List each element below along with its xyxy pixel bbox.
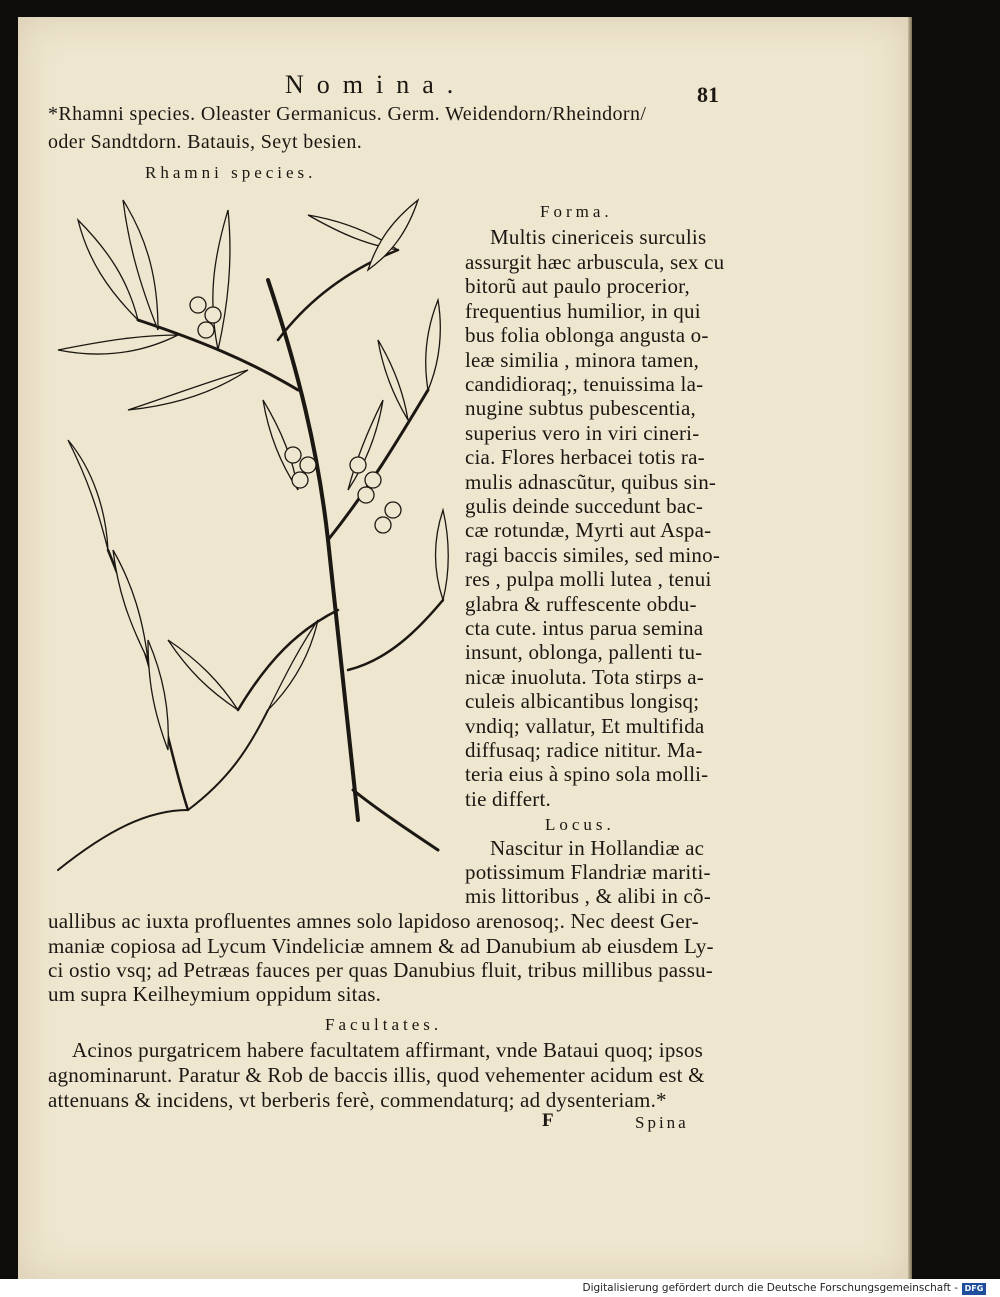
text-line: res , pulpa molli lutea , tenui [465, 567, 712, 591]
signature-mark: F [542, 1110, 554, 1131]
names-line: *Rhamni species. Oleaster Germanicus. Germ. Weidendorn/Rheindorn/ [48, 103, 647, 125]
text-line: tie differt. [465, 787, 551, 811]
woodcut-plant-illustration-icon [48, 190, 458, 880]
text-line: cæ rotundæ, Myrti aut Aspa- [465, 518, 712, 542]
text-line: assurgit hæc arbuscula, sex cu [465, 250, 725, 274]
page-edge [908, 17, 912, 1279]
text-line: culeis albicantibus longisq; [465, 689, 700, 713]
text-line: frequentius humilior, in qui [465, 299, 701, 323]
text-line: bus folia oblonga angusta o- [465, 323, 709, 347]
text-line: maniæ copiosa ad Lycum Vindeliciæ amnem & ad Danubium ab eiusdem Ly- [48, 934, 714, 958]
section-heading-locus: Locus. [545, 815, 615, 834]
text-line: um supra Keilheymium oppidum sitas. [48, 982, 382, 1006]
text-line: diffusaq; radice nititur. Ma- [465, 738, 703, 762]
text-line: glabra & ruffescente obdu- [465, 592, 697, 616]
section-heading-forma: Forma. [540, 202, 613, 221]
text-line: vndiq; vallatur, Et multifida [465, 714, 705, 738]
text-line: nugine subtus pubescentia, [465, 396, 696, 420]
text-line: uallibus ac iuxta profluentes amnes solo lapidoso arenosoq;. Nec deest Ger- [48, 909, 699, 933]
text-line: Acinos purgatricem habere facultatem affirmant, vnde Bataui quoq; ipsos [72, 1038, 703, 1062]
text-line: insunt, oblonga, pallenti tu- [465, 640, 703, 664]
section-heading-facultates: Facultates. [325, 1015, 443, 1034]
text-line: cta cute. intus parua semina [465, 616, 704, 640]
page-number: 81 [697, 82, 719, 107]
names-line: oder Sandtdorn. Batauis, Seyt besien. [48, 131, 363, 153]
credit-text: Digitalisierung gefördert durch die Deutsche Forschungsgemeinschaft - [582, 1282, 958, 1294]
text-line: ragi baccis similes, sed mino- [465, 543, 721, 567]
text-line: mis littoribus , & alibi in cõ- [465, 884, 711, 908]
illustration-caption: Rhamni species. [145, 163, 317, 182]
text-line: bitorũ aut paulo procerior, [465, 274, 690, 298]
text-line: potissimum Flandriæ mariti- [465, 860, 711, 884]
text-line: superius vero in viri cineri- [465, 421, 700, 445]
text-line: leæ similia , minora tamen, [465, 348, 700, 372]
text-line: Multis cinericeis surculis [490, 225, 707, 249]
text-line: nicæ inuoluta. Tota stirps a- [465, 665, 704, 689]
text-line: candidioraq;, tenuissima la- [465, 372, 704, 396]
running-header: Nomina. [285, 70, 467, 99]
text-line: Nascitur in Hollandiæ ac [490, 836, 705, 860]
text-line: attenuans & incidens, vt berberis ferè, commendaturq; ad dysenteriam.* [48, 1088, 667, 1112]
text-line: teria eius à spino sola molli- [465, 762, 709, 786]
dfg-logo-icon[interactable]: DFG [962, 1283, 986, 1295]
catchword: Spina [635, 1113, 689, 1132]
text-line: ci ostio vsq; ad Petræas fauces per quas Danubius fluit, tribus millibus passu- [48, 958, 713, 982]
text-line: gulis deinde succedunt bac- [465, 494, 704, 518]
text-line: cia. Flores herbacei totis ra- [465, 445, 705, 469]
text-line: mulis adnascũtur, quibus sin- [465, 470, 717, 494]
text-line: agnominarunt. Paratur & Rob de baccis illis, quod vehementer acidum est & [48, 1063, 705, 1087]
